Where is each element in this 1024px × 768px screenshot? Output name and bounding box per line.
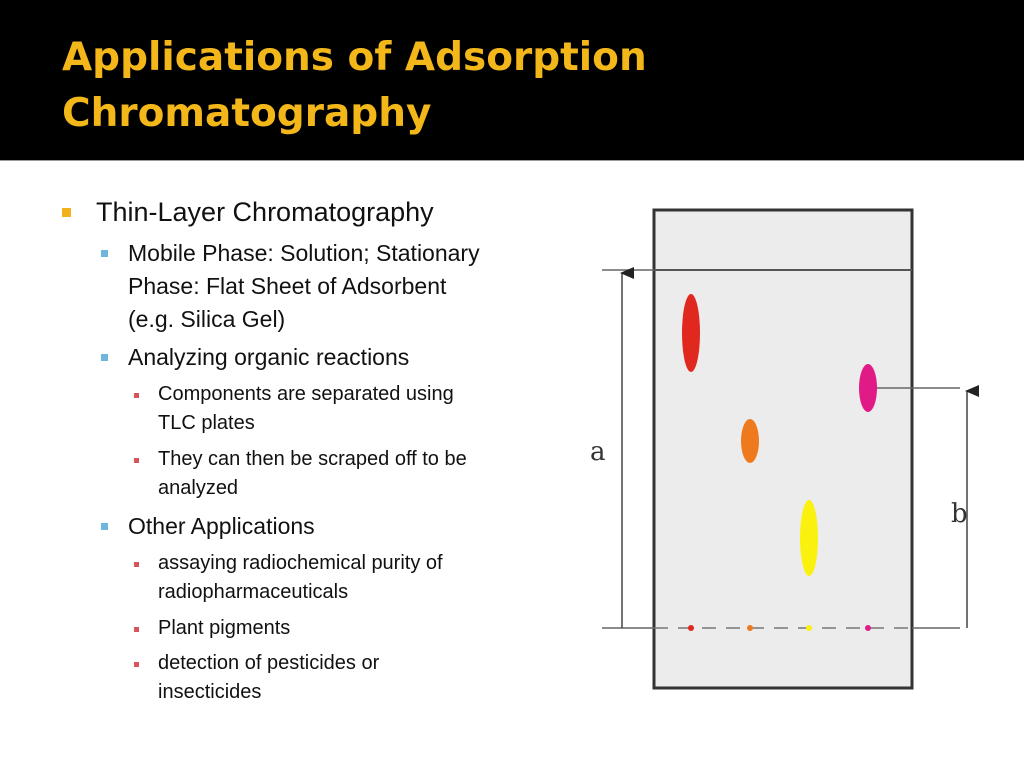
sub-bullet-icon (101, 523, 108, 530)
label-b: b (951, 499, 968, 529)
sub-sub-bullet-icon (134, 393, 139, 398)
slide-title-line-1: Applications of Adsorption (62, 35, 647, 80)
bullet-mobile-phase: Mobile Phase: Solution; Stationary Phase: Flat Sheet of Adsorbent (e.g. Silica Gel) (128, 240, 480, 332)
sub-sub-bullet-icon (134, 458, 139, 463)
label-a: a (590, 437, 606, 467)
tlc-plate (654, 210, 912, 688)
red-spot (682, 294, 700, 372)
bullet-components-separated: Components are separated using TLC plates (158, 383, 454, 434)
sub-sub-bullet-icon (134, 662, 139, 667)
yellow-origin-dot (806, 625, 812, 631)
orange-spot (741, 419, 759, 463)
yellow-spot (800, 500, 818, 576)
bullet-scraped-off: They can then be scraped off to be analyzed (158, 448, 467, 499)
tlc-plate-diagram (580, 190, 980, 710)
red-origin-dot (688, 625, 694, 631)
slide-title-line-2: Chromatography (62, 91, 432, 136)
bullet-plant-pigments: Plant pigments (158, 617, 291, 639)
bullet-detection-pesticides: detection of pesticides or insecticides (158, 652, 380, 703)
magenta-spot (859, 364, 877, 412)
bullet-thin-layer-chromatography: Thin-Layer Chromatography (96, 197, 434, 227)
bullet-assaying-radiochemical: assaying radiochemical purity of radiopharmaceuticals (158, 552, 443, 603)
sub-bullet-icon (101, 250, 108, 257)
bullet-other-applications: Other Applications (128, 513, 315, 539)
magenta-origin-dot (865, 625, 871, 631)
bullet-square-icon (62, 208, 71, 217)
bullet-analyzing-organic-reactions: Analyzing organic reactions (128, 344, 410, 370)
sub-sub-bullet-icon (134, 562, 139, 567)
sub-sub-bullet-icon (134, 627, 139, 632)
sub-bullet-icon (101, 354, 108, 361)
orange-origin-dot (747, 625, 753, 631)
